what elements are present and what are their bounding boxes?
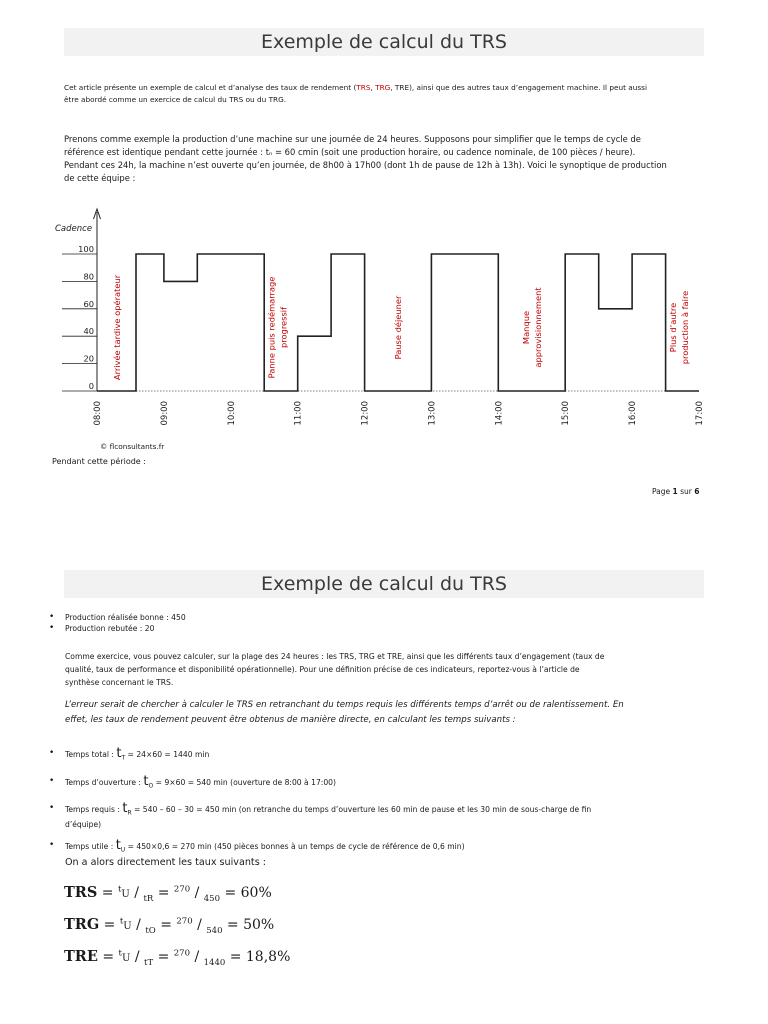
times-list [46, 748, 591, 855]
paragraph-line: de cette équipe : [64, 173, 136, 183]
x-tick-label: 14:00 [494, 401, 505, 426]
paragraph-line: Pendant ces 24h, la machine n’est ouverte qu’en journée, de 8h00 à 17h00 (dont 1h de pause de 12h à 13h). Voici le synoptique de production [64, 160, 667, 170]
conclusion-text: On a alors directement les taux suivants : [65, 857, 266, 868]
y-tick-label: 80 [83, 271, 94, 282]
annotation-label: Manque [520, 310, 531, 345]
annotation-label: Arrivée tardive opérateur [112, 274, 123, 381]
trs-link[interactable]: TRS [356, 83, 371, 92]
annotation-label: approvisionnement [532, 287, 543, 368]
paragraph-line: Comme exercice, vous pouvez calculer, sur la plage des 24 heures : les TRS, TRG et TRE, ainsi que les différents taux d’engagement (taux de [65, 652, 605, 661]
x-tick-label: 16:00 [628, 401, 639, 426]
footer-total: 6 [694, 487, 700, 496]
intro-text: Cet article présente un exemple de calcul et d’analyse des taux de rendement ( [64, 83, 357, 92]
y-tick-label: 20 [83, 353, 94, 364]
period-label: Pendant cette période : [52, 457, 146, 466]
paragraph-line: qualité, taux de performance et disponibilité opérationnelle). Pour une définition précise de ces indicateurs, reportez-vous à l’article de [65, 665, 580, 674]
formula-tre: TRE = $^t$U / $_{tT}$ = $^{270}$ / $_{1440}$ = 18,8% [64, 948, 291, 968]
x-tick-label: 10:00 [226, 401, 237, 426]
paragraph-line: Prenons comme exemple la production d’une machine sur une journée de 24 heures. Supposons pour simplifier que le temps de cycle de [64, 134, 641, 144]
paragraph-line: référence est identique pendant cette journée : tₙ = 60 cmin (soit une production horaire, ou cadence nominale, de 100 pièces / heure). [64, 147, 636, 157]
x-tick-label: 15:00 [561, 401, 572, 426]
x-tick-label: 13:00 [427, 401, 438, 426]
page-footer [652, 487, 700, 496]
time-opening-item: • Temps d’ouverture : $t_O = 9\times 60 = 540$ min (ouverture de 8:00 à 17:00) [46, 776, 591, 792]
example-paragraph [64, 133, 714, 185]
page-title: Exemple de calcul du TRS [64, 28, 704, 56]
y-tick-label: 60 [83, 298, 94, 309]
y-tick-label: 0 [88, 381, 94, 391]
formula-trg: TRG = $^t$U / $_{tO}$ = $^{270}$ / $_{540}$ = 50% [64, 916, 275, 936]
copyright: © flconsultants.fr [100, 442, 165, 451]
intro-sep: , [370, 83, 376, 92]
annotation-label: Pause déjeuner [393, 295, 403, 360]
x-tick-label: 12:00 [360, 401, 371, 426]
y-tick-label: 40 [83, 326, 94, 337]
italic-line: effet, les taux de rendement peuvent être obtenus de manière directe, en calculant les temps suivants : [65, 715, 516, 725]
production-list [46, 612, 186, 634]
exercise-paragraph [65, 650, 715, 689]
intro-paragraph [64, 82, 714, 106]
x-tick-label: 17:00 [695, 401, 705, 426]
list-item: • Production réalisée bonne : 450 [46, 612, 186, 623]
intro-text-2: , TRE), ainsi que des autres taux d’engagement machine. Il peut aussi [390, 83, 647, 92]
paragraph-line: synthèse concernant le TRS. [65, 678, 174, 687]
annotation-label: production à faire [679, 290, 690, 365]
y-tick-label: 100 [78, 244, 94, 254]
annotation-label: Panne puis redémarrage [266, 276, 277, 379]
italic-paragraph [65, 698, 715, 728]
italic-line: L’erreur serait de chercher à calculer le TRS en retranchant du temps requis les différents temps d’arrêt ou de ralentissement. En [65, 700, 624, 710]
list-item: • Production rebutée : 20 [46, 623, 186, 634]
page-title-2: Exemple de calcul du TRS [64, 570, 704, 598]
y-axis-label: Cadence [55, 224, 93, 234]
annotation-label: Plus d’autre [667, 302, 678, 353]
time-total-item: • Temps total : $t_T = 24\times 60 = 1440$ min [46, 748, 591, 764]
footer-prefix: Page [652, 487, 673, 496]
time-required-item: • Temps requis : $t_R = 540 - 60 - 30 = 450$ min (on retranche du temps d’ouverture les 60 min de pause et les 30 min de sous-charge de fin d’équipe) [46, 803, 591, 830]
production-chart [0, 200, 768, 470]
footer-page: 1 [672, 487, 678, 496]
x-tick-label: 11:00 [293, 401, 304, 426]
time-useful-item: • Temps utile : $t_U = 450\times 0,6 = 270$ min (450 pièces bonnes à un temps de cycle de référence de 0,6 min) [46, 840, 591, 856]
annotation-label: progressif [278, 306, 289, 349]
trg-link[interactable]: TRG [375, 83, 391, 92]
x-tick-label: 08:00 [93, 401, 103, 426]
intro-line-2: être abordé comme un exercice de calcul du TRS ou du TRG. [64, 95, 287, 104]
x-tick-label: 09:00 [159, 401, 170, 426]
formula-trs: TRS = $^t$U / $_{tR}$ = $^{270}$ / $_{450}$ = 60% [64, 884, 272, 904]
footer-mid: sur [677, 487, 695, 496]
